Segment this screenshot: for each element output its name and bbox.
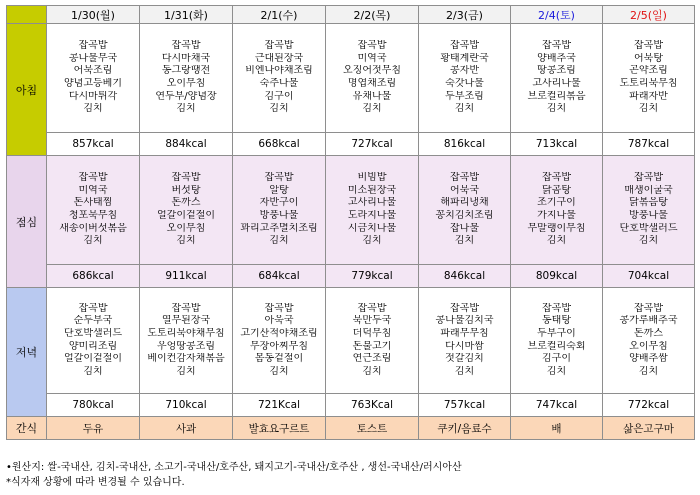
dinner-kcal-cell: 780kcal xyxy=(47,394,140,417)
dish-item: 미역국 xyxy=(357,52,387,64)
dish-item: 무장아찌무침 xyxy=(250,340,308,352)
breakfast-kcal-cell: 884kcal xyxy=(140,133,233,156)
dish-item: 돈까스 xyxy=(634,327,663,339)
dish-item: 두부구이 xyxy=(537,327,576,339)
lunch-kcal-cell: 911kcal xyxy=(140,265,233,288)
dish-item: 잡곡밥 xyxy=(78,40,108,52)
dish-item: 오이무침 xyxy=(166,78,206,89)
dish-item: 청포묵무침 xyxy=(68,210,118,221)
origin-note: •원산지: 쌀-국내산, 김치-국내산, 소고기-국내산/호주산, 돼지고기-국내산/호주산 , 생선-국내산/러시아산 xyxy=(6,462,462,473)
dish-item: 비빔밥 xyxy=(357,172,387,184)
dish-item: 닭곰탕 xyxy=(542,184,571,196)
dish-item: 잡곡밥 xyxy=(78,302,108,314)
dish-item: 자반구이 xyxy=(259,197,299,209)
day-header: 2/1(수) xyxy=(233,6,326,24)
lunch-dish-cell xyxy=(326,156,419,265)
day-header: 2/3(금) xyxy=(419,6,511,24)
dish-item: 김치 xyxy=(638,103,659,115)
dish-item: 잡나물 xyxy=(450,222,479,234)
dish-item: 잡곡밥 xyxy=(634,40,663,52)
dish-item: 콩나물무국 xyxy=(68,52,118,64)
dish-item: 연두부/양념장 xyxy=(155,90,217,102)
dish-item: 다시마쌈 xyxy=(445,340,484,352)
dish-item: 알탕 xyxy=(269,184,289,196)
dish-item: 유채나물 xyxy=(352,90,392,102)
dish-item: 순두부국 xyxy=(73,315,113,327)
dish-item: 미소된장국 xyxy=(347,184,397,196)
dish-item: 김치 xyxy=(83,103,103,115)
dish-item: 황태계란국 xyxy=(440,52,489,64)
change-notice: *식자재 상황에 따라 변경될 수 있습니다. xyxy=(6,477,185,488)
dish-item: 미역국 xyxy=(78,184,108,196)
lunch-kcal-cell: 684kcal xyxy=(233,265,326,288)
lunch-dish-cell xyxy=(140,156,233,265)
dish-item: 김치 xyxy=(362,365,382,377)
dish-item: 숙갓나물 xyxy=(445,78,484,89)
dish-item: 베이컨감자채볶음 xyxy=(147,353,225,365)
day-header: 2/5(일) xyxy=(603,6,695,24)
dish-item: 열무된장국 xyxy=(161,315,211,327)
dish-item: 어묵탕 xyxy=(634,52,663,64)
breakfast-kcal-row xyxy=(7,133,695,156)
dish-item: 묵만두국 xyxy=(352,315,392,327)
dish-item: 돈까스 xyxy=(171,197,201,209)
dinner-kcal-cell: 763Kcal xyxy=(326,394,419,417)
dish-item: 동그랑땡전 xyxy=(161,65,211,77)
dinner-kcal-cell: 772kcal xyxy=(603,394,695,417)
dinner-dishes-row xyxy=(7,288,695,394)
dish-item: 돈사태찜 xyxy=(73,197,113,209)
dish-item: 잡곡밥 xyxy=(634,172,663,184)
dish-item: 잡곡밥 xyxy=(171,172,201,184)
dish-item: 김치 xyxy=(176,235,196,247)
dish-item: 다시마튀각 xyxy=(68,90,118,102)
dinner-dish-cell xyxy=(326,288,419,394)
dinner-dish-cell xyxy=(140,288,233,394)
dish-item: 김치 xyxy=(176,103,196,115)
dish-item: 콩나물김치국 xyxy=(435,315,494,327)
dish-item: 콩자반 xyxy=(450,65,479,77)
dish-item: 우엉땅콩조림 xyxy=(157,340,215,352)
snack-cell: 쿠키/음료수 xyxy=(419,417,511,440)
dish-item: 새송이버섯볶음 xyxy=(59,222,127,234)
lunch-kcal-cell: 704kcal xyxy=(603,265,695,288)
breakfast-kcal-cell: 787kcal xyxy=(603,133,695,156)
dinner-kcal-cell: 757kcal xyxy=(419,394,511,417)
dish-item: 얼갈이겉절이 xyxy=(157,210,215,221)
dish-item: 김치 xyxy=(83,235,103,247)
snack-cell: 두유 xyxy=(47,417,140,440)
dish-item: 김치 xyxy=(362,235,382,247)
lunch-label: 점심 xyxy=(7,156,47,288)
dinner-dish-cell xyxy=(47,288,140,394)
dish-item: 김치 xyxy=(176,365,196,377)
dish-item: 양념고등베기 xyxy=(64,78,122,89)
dish-item: 잡곡밥 xyxy=(542,172,571,184)
dish-item: 방풍나물 xyxy=(629,210,668,221)
dish-item: 더덕무침 xyxy=(352,327,392,339)
dish-item: 김치 xyxy=(546,365,567,377)
dish-item: 김치 xyxy=(638,365,659,377)
dish-item: 숙주나물 xyxy=(259,78,299,89)
dish-item: 고사리나물 xyxy=(347,197,397,209)
dish-item: 김치 xyxy=(454,235,475,247)
breakfast-label: 아침 xyxy=(7,24,47,156)
lunch-dish-cell xyxy=(511,156,603,265)
dish-item: 김치 xyxy=(362,103,382,115)
dish-item: 김치 xyxy=(638,235,659,247)
dinner-kcal-row xyxy=(7,394,695,417)
day-header: 2/2(목) xyxy=(326,6,419,24)
dish-item: 방풍나물 xyxy=(259,210,299,221)
dish-item: 잡곡밥 xyxy=(450,40,479,52)
dish-item: 브로컬리볶음 xyxy=(527,90,586,102)
dish-item: 얼갈이겉절이 xyxy=(64,353,122,365)
dish-item: 곤약조림 xyxy=(629,65,668,77)
dish-item: 김치 xyxy=(83,365,103,377)
dinner-kcal-cell: 721Kcal xyxy=(233,394,326,417)
snack-cell: 발효요구르트 xyxy=(233,417,326,440)
dish-item: 오이무침 xyxy=(629,340,668,352)
breakfast-dish-cell xyxy=(140,24,233,133)
lunch-dish-cell xyxy=(419,156,511,265)
breakfast-kcal-cell: 713kcal xyxy=(511,133,603,156)
lunch-dishes-row xyxy=(7,156,695,265)
day-header: 1/31(화) xyxy=(140,6,233,24)
dish-item: 단호박샐러드 xyxy=(619,222,678,234)
breakfast-kcal-cell: 816kcal xyxy=(419,133,511,156)
dish-item: 김구이 xyxy=(542,353,571,365)
dish-item: 명엽채조림 xyxy=(347,78,397,89)
dish-item: 오이무침 xyxy=(166,222,206,234)
lunch-kcal-cell: 686kcal xyxy=(47,265,140,288)
snack-row xyxy=(7,417,695,440)
dish-item: 고기산적야채조림 xyxy=(240,327,318,339)
dinner-dish-cell xyxy=(511,288,603,394)
dish-item: 잡곡밥 xyxy=(634,302,663,314)
dish-item: 잡곡밥 xyxy=(264,172,294,184)
dish-item: 잡곡밥 xyxy=(171,302,201,314)
dinner-label: 저녁 xyxy=(7,288,47,417)
dish-item: 잡곡밥 xyxy=(264,40,294,52)
dish-item: 도라지나물 xyxy=(347,210,397,221)
dish-item: 근대된장국 xyxy=(254,52,304,64)
dish-item: 두부조림 xyxy=(445,90,484,102)
menu-notes xyxy=(6,460,462,490)
dish-item: 브로컬리숙회 xyxy=(527,340,586,352)
dish-item: 젓갈김치 xyxy=(445,353,484,365)
dish-item: 김치 xyxy=(269,103,289,115)
dish-item: 버섯탕 xyxy=(171,184,201,196)
dinner-dish-cell xyxy=(419,288,511,394)
dish-item: 파래무무침 xyxy=(440,327,489,339)
day-header: 2/4(토) xyxy=(511,6,603,24)
dish-item: 어묵국 xyxy=(450,184,479,196)
dinner-kcal-cell: 747kcal xyxy=(511,394,603,417)
breakfast-kcal-cell: 727kcal xyxy=(326,133,419,156)
breakfast-dish-cell xyxy=(511,24,603,133)
dish-item: 콩가루배추국 xyxy=(619,315,678,327)
breakfast-dish-cell xyxy=(233,24,326,133)
dish-item: 연근조림 xyxy=(352,353,392,365)
dish-item: 조기구이 xyxy=(537,197,576,209)
dish-item: 비엔나야채조림 xyxy=(245,65,313,77)
dish-item: 다시마채국 xyxy=(161,52,211,64)
dinner-dish-cell xyxy=(233,288,326,394)
dish-item: 동태탕 xyxy=(542,315,571,327)
dish-item: 잡곡밥 xyxy=(357,40,387,52)
dish-item: 어묵조림 xyxy=(73,65,113,77)
dish-item: 김치 xyxy=(269,235,289,247)
lunch-kcal-cell: 779kcal xyxy=(326,265,419,288)
header-corner xyxy=(7,6,47,24)
dish-item: 양배추쌈 xyxy=(629,353,668,365)
weekly-meal-table xyxy=(6,5,695,440)
dish-item: 김치 xyxy=(454,103,475,115)
lunch-kcal-cell: 809kcal xyxy=(511,265,603,288)
dish-item: 돈불고기 xyxy=(352,340,392,352)
dish-item: 잡곡밥 xyxy=(78,172,108,184)
dish-item: 잡곡밥 xyxy=(450,302,479,314)
dish-item: 김치 xyxy=(454,365,475,377)
dish-item: 꽈리고추멸치조림 xyxy=(240,222,318,234)
snack-cell: 배 xyxy=(511,417,603,440)
dish-item: 양미리조림 xyxy=(68,340,118,352)
day-header: 1/30(월) xyxy=(47,6,140,24)
dish-item: 고사리나물 xyxy=(532,78,581,89)
dish-item: 땅콩조림 xyxy=(537,65,576,77)
dish-item: 김치 xyxy=(269,365,289,377)
snack-cell: 토스트 xyxy=(326,417,419,440)
dish-item: 잡곡밥 xyxy=(264,302,294,314)
lunch-dish-cell xyxy=(233,156,326,265)
snack-cell: 삶은고구마 xyxy=(603,417,695,440)
lunch-dish-cell xyxy=(603,156,695,265)
breakfast-dishes-row xyxy=(7,24,695,133)
dish-item: 무말랭이무침 xyxy=(527,222,586,234)
dish-item: 잡곡밥 xyxy=(450,172,479,184)
dish-item: 잡곡밥 xyxy=(171,40,201,52)
dish-item: 도토리묵야채무침 xyxy=(147,327,225,339)
breakfast-kcal-cell: 857kcal xyxy=(47,133,140,156)
breakfast-dish-cell xyxy=(326,24,419,133)
dish-item: 몸동겉절이 xyxy=(254,353,304,365)
dish-item: 양배추국 xyxy=(537,52,576,64)
breakfast-kcal-cell: 668kcal xyxy=(233,133,326,156)
dish-item: 가지나물 xyxy=(537,210,576,221)
day-header-row xyxy=(7,6,695,24)
dish-item: 해파리냉채 xyxy=(440,197,489,209)
dinner-dish-cell xyxy=(603,288,695,394)
dish-item: 아욱국 xyxy=(264,315,294,327)
dish-item: 닭볶음탕 xyxy=(629,197,668,209)
dish-item: 잡곡밥 xyxy=(542,302,571,314)
dish-item: 도토리묵무침 xyxy=(619,78,678,89)
lunch-dish-cell xyxy=(47,156,140,265)
dish-item: 김구이 xyxy=(264,90,294,102)
dinner-kcal-cell: 710kcal xyxy=(140,394,233,417)
dish-item: 매생이굴국 xyxy=(624,184,673,196)
dish-item: 잡곡밥 xyxy=(542,40,571,52)
breakfast-dish-cell xyxy=(603,24,695,133)
lunch-kcal-row xyxy=(7,265,695,288)
snack-label: 간식 xyxy=(7,417,47,440)
dish-item: 파래자반 xyxy=(629,90,668,102)
breakfast-dish-cell xyxy=(419,24,511,133)
dish-item: 잡곡밥 xyxy=(357,302,387,314)
breakfast-dish-cell xyxy=(47,24,140,133)
dish-item: 오징어젓무침 xyxy=(343,65,401,77)
dish-item: 단호박샐러드 xyxy=(64,327,122,339)
snack-cell: 사과 xyxy=(140,417,233,440)
lunch-kcal-cell: 846kcal xyxy=(419,265,511,288)
dish-item: 김치 xyxy=(546,103,567,115)
dish-item: 꽁치김치조림 xyxy=(435,210,494,221)
dish-item: 시금치나물 xyxy=(347,222,397,234)
dish-item: 김치 xyxy=(546,235,567,247)
